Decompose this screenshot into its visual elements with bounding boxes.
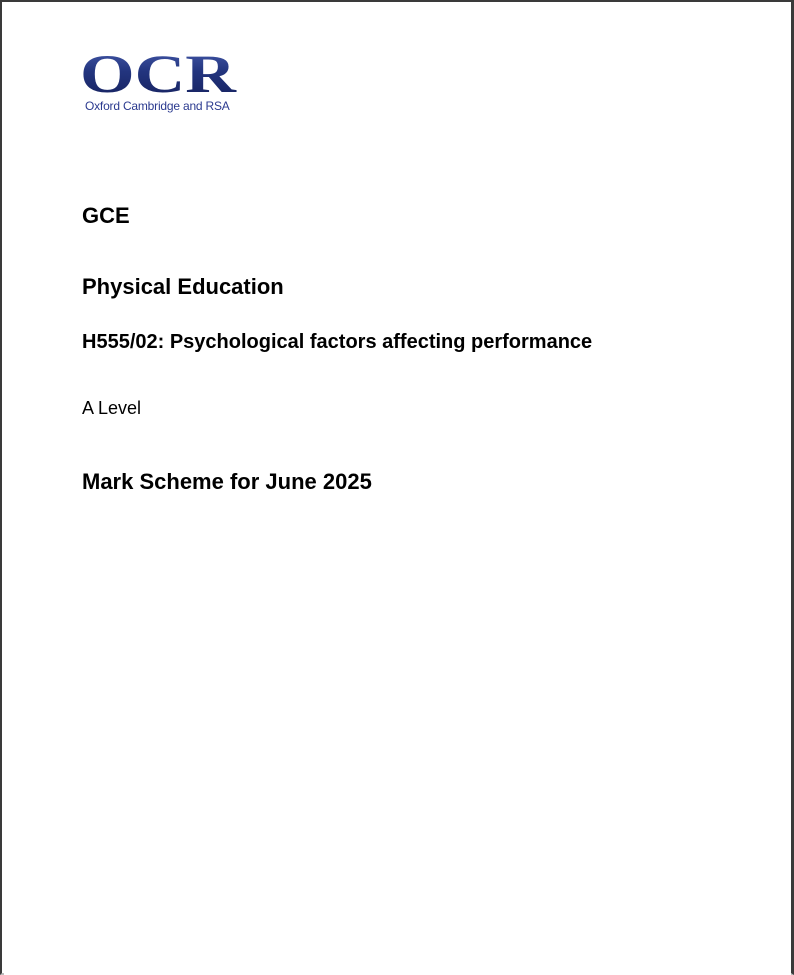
document-title: Mark Scheme for June 2025 — [82, 469, 372, 494]
unit-heading: H555/02: Psychological factors affecting performance — [82, 331, 593, 353]
logo-tagline: Oxford Cambridge and RSA — [85, 99, 230, 113]
qualification-heading: GCE — [82, 203, 130, 228]
level-label: A Level — [82, 398, 142, 418]
subject-heading: Physical Education — [82, 274, 284, 299]
ocr-logo-mark — [80, 46, 240, 98]
document-page — [4, 4, 791, 975]
ocr-logo-letters: OCR — [80, 46, 238, 98]
